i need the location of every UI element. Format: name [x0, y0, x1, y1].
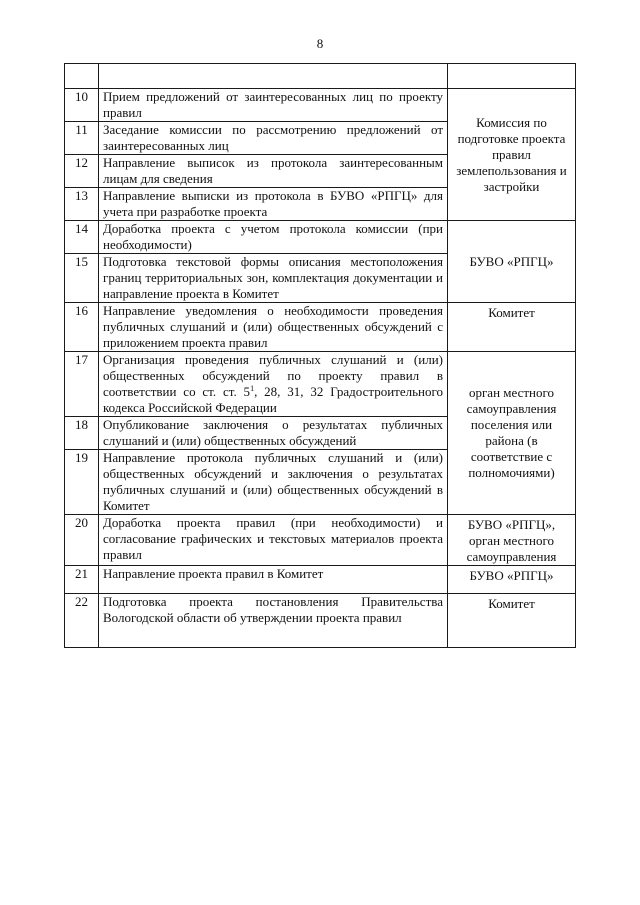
responsible-committee: Комитет — [448, 303, 576, 352]
row-number: 11 — [65, 122, 99, 155]
row-text: Подготовка текстовой формы описания местоположения границ территориальных зон, комплектация документации и направление проекта в Комитет — [99, 254, 448, 303]
row-text: Направление уведомления о необходимости проведения публичных слушаний и (или) общественных обсуждений с приложением проекта правил — [99, 303, 448, 352]
row-number: 13 — [65, 188, 99, 221]
table-row — [65, 303, 576, 352]
row-number: 19 — [65, 450, 99, 515]
footnote-superscript: 1 — [250, 384, 255, 393]
row-text: Направление протокола публичных слушаний и (или) общественных обсуждений и заключения о результатах публичных слушаний и (или) общественных обсуждений в Комитет — [99, 450, 448, 515]
responsible-rpgc-21: БУВО «РПГЦ» — [448, 566, 576, 594]
responsible-commission: Комиссия по подготовке проекта правил землепользования и застройки — [448, 89, 576, 221]
responsible-committee-22: Комитет — [448, 594, 576, 648]
row-text: Подготовка проекта постановления Правительства Вологодской области об утверждении проекта правил — [99, 594, 448, 648]
responsible-rpgc: БУВО «РПГЦ» — [448, 221, 576, 303]
row-number: 15 — [65, 254, 99, 303]
table-row — [65, 515, 576, 566]
header-cell-resp — [448, 64, 576, 89]
table-row — [65, 352, 576, 417]
header-cell-num — [65, 64, 99, 89]
row-text: Направление выписок из протокола заинтересованным лицам для сведения — [99, 155, 448, 188]
row-number: 22 — [65, 594, 99, 648]
row-text: Доработка проекта с учетом протокола комиссии (при необходимости) — [99, 221, 448, 254]
row-number: 12 — [65, 155, 99, 188]
row-number: 21 — [65, 566, 99, 594]
row-text: Направление проекта правил в Комитет — [99, 566, 448, 594]
row-number: 18 — [65, 417, 99, 450]
row-text — [99, 352, 448, 417]
procedure-table — [64, 63, 576, 648]
row-text: Доработка проекта правил (при необходимости) и согласование графических и текстовых материалов проекта правил — [99, 515, 448, 566]
row-number: 20 — [65, 515, 99, 566]
table-row — [65, 594, 576, 648]
table-row — [65, 566, 576, 594]
row-text: Опубликование заключения о результатах публичных слушаний и (или) общественных обсуждений — [99, 417, 448, 450]
row-text: Направление выписки из протокола в БУВО «РПГЦ» для учета при разработке проекта — [99, 188, 448, 221]
row-text: Заседание комиссии по рассмотрению предложений от заинтересованных лиц — [99, 122, 448, 155]
row-text: Прием предложений от заинтересованных лиц по проекту правил — [99, 89, 448, 122]
row-number: 16 — [65, 303, 99, 352]
responsible-rpgc-local: БУВО «РПГЦ», орган местного самоуправления — [448, 515, 576, 566]
row-number: 10 — [65, 89, 99, 122]
header-cell-text — [99, 64, 448, 89]
table-header-row — [65, 64, 576, 89]
responsible-local-gov: орган местного самоуправления поселения или района (в соответствие с полномочиями) — [448, 352, 576, 515]
row-text-part: , 28, 31, 32 Градостроительного кодекса Российской Федерации — [103, 384, 443, 415]
table-row — [65, 89, 576, 122]
table-row — [65, 221, 576, 254]
page-number: 8 — [316, 36, 324, 51]
row-number: 14 — [65, 221, 99, 254]
row-text-part: Организация проведения публичных слушаний и (или) общественных обсуждений по проекту правил в соответствии со ст. ст. 5 — [103, 352, 443, 399]
row-number: 17 — [65, 352, 99, 417]
